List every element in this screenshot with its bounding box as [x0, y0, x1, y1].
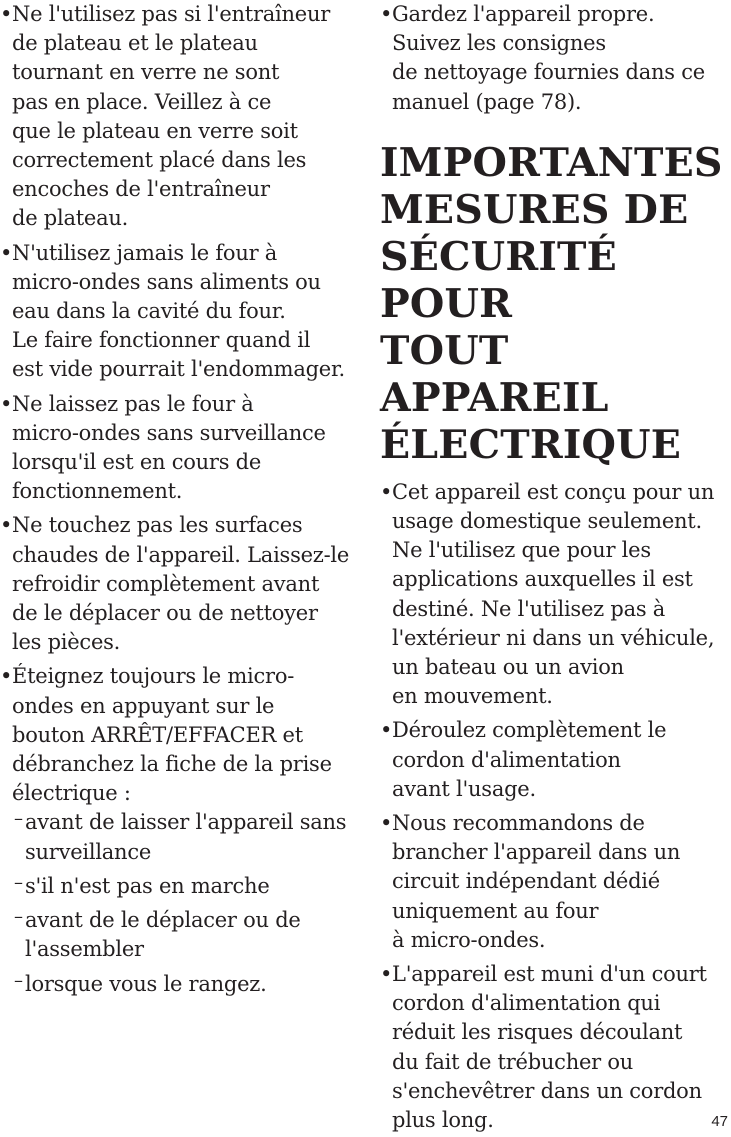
list-item-text: Cet appareil est conçu pour un usage domestique seulement. Ne l'utilisez que pour les applications auxquelles il est destiné. Ne l'utilisez pas à l'extérieur ni dans un véhicule, un bateau ou un avion en mouvement.: [392, 479, 715, 709]
list-item: [0, 662, 355, 998]
list-item-text: N'utilisez jamais le four à micro-ondes sans aliments ou eau dans la cavité du four. Le faire fonctionner quand il est vide pourrait l'endommager.: [12, 240, 345, 382]
bullet-icon: •: [0, 664, 13, 689]
bullet-icon: •: [0, 513, 13, 538]
left-column: [0, 0, 355, 999]
bullet-icon: •: [0, 391, 13, 416]
bullet-icon: •: [380, 2, 393, 26]
sub-list-item-text: s'il n'est pas en marche: [25, 873, 270, 898]
list-item: [380, 0, 725, 117]
list-item-text: Ne l'utilisez pas si l'entraîneur de plateau et le plateau tournant en verre ne sont pas en place. Veillez à ce que le plateau en verre soit correctement placé dans les encoches de l'entraîneur de plateau.: [12, 2, 331, 231]
sub-list-item: [12, 872, 355, 901]
list-item: [380, 716, 725, 804]
list-item-text: Ne touchez pas les surfaces chaudes de l'appareil. Laissez-le refroidir complètement avant de le déplacer ou de nettoyer les pièces.: [12, 513, 350, 655]
bullet-icon: •: [0, 2, 13, 26]
list-item-text: Éteignez toujours le micro- ondes en appuyant sur le bouton ARRÊT/EFFACER et débranchez la fiche de la prise électrique :: [12, 664, 332, 806]
list-item-text: L'appareil est muni d'un court cordon d'alimentation qui réduit les risques découlant du fait de trébucher ou s'enchevêtrer dans un cordon plus long.: [392, 962, 707, 1133]
sub-list-item: [12, 906, 355, 964]
right-bullet-list: [380, 478, 725, 1135]
sub-list-item: [12, 970, 355, 999]
sub-list: [12, 808, 355, 998]
list-item: [0, 511, 355, 657]
dash-icon: –: [14, 906, 23, 928]
bullet-icon: •: [380, 962, 393, 987]
dash-icon: –: [14, 871, 23, 893]
list-item: [0, 0, 355, 234]
bullet-icon: •: [380, 811, 393, 836]
bullet-icon: •: [0, 240, 13, 265]
sub-list-item-text: lorsque vous le rangez.: [25, 971, 267, 996]
right-column: [380, 0, 725, 1135]
sub-list-item-text: avant de le déplacer ou de l'assembler: [25, 908, 301, 962]
list-item: [380, 960, 725, 1135]
list-item-text: Nous recommandons de brancher l'appareil dans un circuit indépendant dédié uniquement au four à micro-ondes.: [392, 811, 681, 952]
list-item-text: Gardez l'appareil propre. Suivez les consignes de nettoyage fournies dans ce manuel (page 78).: [392, 2, 705, 114]
section-heading: IMPORTANTES MESURES DE SÉCURITÉ POUR TOUT APPAREIL ÉLECTRIQUE: [380, 139, 723, 468]
list-item: [0, 239, 355, 385]
dash-icon: –: [14, 808, 23, 830]
sub-list-item: [12, 808, 355, 866]
bullet-icon: •: [380, 718, 393, 743]
sub-list-item-text: avant de laisser l'appareil sans surveillance: [25, 810, 347, 864]
bullet-icon: •: [380, 479, 393, 504]
list-item-text: Déroulez complètement le cordon d'alimentation avant l'usage.: [392, 718, 667, 801]
right-top-bullet-list: [380, 0, 725, 117]
list-item: [380, 809, 725, 955]
left-bullet-list: [0, 0, 355, 999]
dash-icon: –: [14, 969, 23, 991]
page-number: 47: [711, 1113, 728, 1130]
list-item: [0, 390, 355, 507]
list-item-text: Ne laissez pas le four à micro-ondes sans surveillance lorsqu'il est en cours de fonctionnement.: [12, 391, 326, 504]
list-item: [380, 478, 725, 712]
